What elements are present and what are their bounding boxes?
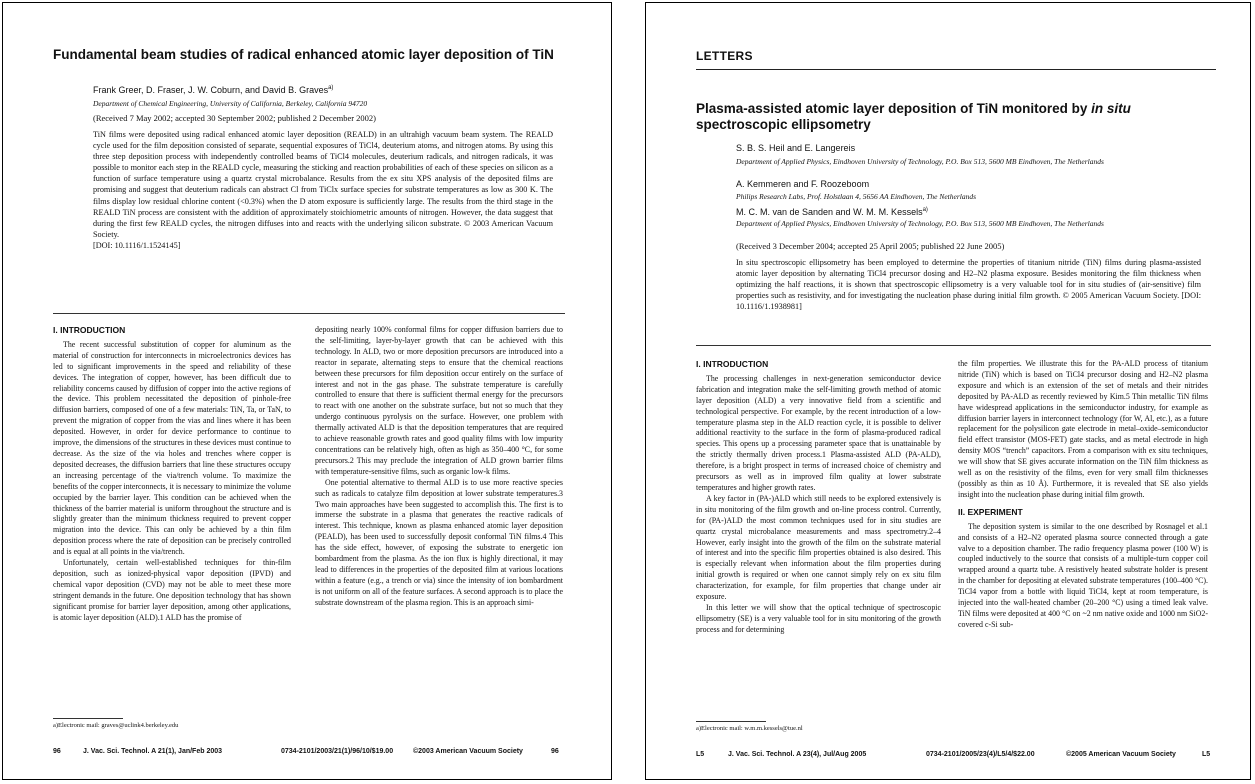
article-code: 0734-2101/2005/23(4)/L5/4/$22.00 bbox=[926, 751, 1035, 758]
header-rule bbox=[696, 69, 1216, 70]
paragraph: the film properties. We illustrate this for the PA-ALD process of titanium nitride (TiN) which is based on TiCl4 precursor dosing and H2–N2 plasma exposure and which is an extension of the set of metals and their nitrides deposited by PA-ALD as recently reviewed by Kim.5 Thin metallic TiN films have widespread applications in the semiconductor industry, for example as diffusion barrier layers in interconnect technology (for W, Al, etc.), as a future replacement for the polysilicon gate electrode in metal–oxide–semiconductor field effect transistor (MOS-FET) gate stacks, and as metal electrode in high density MOS “trench” capacitors. From a comparison with ex situ techniques, we will show that SE gives accurate information on the TiN film thickness as well as on the resistivity of the films, even for very small film thicknesses (possibly as thin as 10 Å). Furthermore, it is revealed that SE also yields insight into the nucleation phase during initial film growth. bbox=[958, 359, 1208, 499]
footnote: a)Electronic mail: w.m.m.kessels@tue.nl bbox=[696, 725, 803, 732]
page-number-right: 96 bbox=[551, 748, 559, 755]
article-code: 0734-2101/2003/21(1)/96/10/$19.00 bbox=[281, 748, 394, 755]
paragraph: The recent successful substitution of copper for aluminum as the material of construction for interconnects in microelectronics devices has led to significant improvements in the speed and reliability of these devices. The integration of copper, however, has been difficult due to reliability concerns caused by diffusion of copper into the active regions of the device. This problem necessitated the deposition of pinhole-free diffusion barriers, composed of one of a few materials: TiN, Ta, or TaN, to prevent the migration of copper from the vias and lines where it has been deposited. However, in order for device performance to continue to improve, the dimensions of the structures in these devices must continue to decrease. As the size of the via holes and trenches where copper is deposited decreases, the diffusion barriers that line these structures occupy an increasing percentage of the via/trench volume. To maximize the benefits of the copper interconnects, it is necessary to minimize the volume occupied by the barrier layer. This condition can be achieved when the thickness of the barrier material is uniform throughout the structure and is slightly greater than the minimum thickness required to prevent copper migration into the device. This can only be achieved by a thin film deposition process where the rate of deposition can be precisely controlled and is equal at all points in the via/trench. bbox=[53, 339, 291, 557]
abstract-text: In situ spectroscopic ellipsometry has been employed to determine the properties of titanium nitride (TiN) films during plasma-assisted atomic layer deposition by alternating TiCl4 precursor dosing and H2–N2 plasma exposure. Besides monitoring the film thickness when optimizing the half reactions, it is shown that spectroscopic ellipsometry is a very valuable tool for in situ studies of (air-sensitive) film properties such as resistivity, and for investigating the nucleation phase during initial film growth. © 2005 American Vacuum Society. [DOI: 10.1116/1.1938981] bbox=[736, 258, 1201, 312]
page-number: L5 bbox=[696, 751, 705, 758]
column-right bbox=[315, 325, 563, 609]
paragraph: The deposition system is similar to the one described by Rosnagel et al.1 and consists of a H2–N2 operated plasma source connected through a gate valve to a deposition chamber. The radio frequency plasma power (100 W) is coupled inductively to the source that consists of a multiple-turn copper coil wrapped around a quartz tube. A resistively heated substrate holder is present in the chamber for depositing at elevated substrate temperatures (100–400 °C). TiCl4 vapor from a bottle with liquid TiCl4, kept at room temperature, is injected into the wall-heated chamber (20–200 °C) using a timed leak valve. TiN films were deposited at 400 °C on ~2 nm native oxide and 1000 nm SiO2-covered c-Si sub- bbox=[958, 521, 1208, 629]
copyright: ©2005 American Vacuum Society bbox=[1066, 751, 1176, 758]
divider bbox=[696, 345, 1211, 346]
received-dates: (Received 3 December 2004; accepted 25 April 2005; published 22 June 2005) bbox=[736, 241, 1005, 251]
paragraph: One potential alternative to thermal ALD is to use more reactive species such as radicals to catalyze film deposition at lower substrate temperatures.3 Two main approaches have been suggested to accomplish this. The first is to immerse the substrate in a plasma that generates the reactive radicals of interest. This technique, known as plasma enhanced atomic layer deposition (PEALD), has been used to successfully deposit conformal TiN films.4 This has the side effect, however, of exposing the substrate to energetic ion bombardment from the plasma. As the ion flux is highly directional, it may lead to differences in the properties of the deposited film at various locations within a feature (e.g., a trench or via) since the intensity of ion bombardment is not uniform on all of the feature surfaces. A second approach is to place the substrate downstream of the plasma region. This is an approach simi- bbox=[315, 477, 563, 607]
paragraph: depositing nearly 100% conformal films for copper diffusion barriers due to the self-limiting, layer-by-layer growth that can be achieved with this technology. In ALD, two or more deposition precursors are introduced into a reactor in separate, alternating steps to ensure that the chemical reactions between these precursors for film deposition occur entirely on the surface of interest and not in the gas phase. The substrate temperature is carefully controlled to ensure that there is sufficient thermal energy for the precursors to react with one another on the substrate surface, but not so much that they undergo continuous pyrolysis on the surface. However, one problem with thermally activated ALD is that the deposition temperatures that are required to achieve reasonable growth rates and good quality films with low impurity concentrations can be relatively high, often as high as 350–400 °C, for some precursors.2 This may preclude the integration of ALD grown barrier films with temperature-sensitive films, such as organic low-k films. bbox=[315, 325, 563, 476]
received-dates: (Received 7 May 2002; accepted 30 September 2002; published 2 December 2002) bbox=[93, 113, 377, 123]
paper-title: Plasma-assisted atomic layer deposition of TiN monitored by in situ spectroscopic ellipsometry bbox=[696, 101, 1131, 132]
author-group-2: A. Kemmeren and F. Roozeboom bbox=[736, 179, 870, 189]
section-header: LETTERS bbox=[696, 49, 753, 63]
section-heading: I. INTRODUCTION bbox=[53, 325, 126, 335]
footnote-rule bbox=[53, 718, 123, 719]
column-right bbox=[958, 359, 1208, 631]
paragraph: Unfortunately, certain well-established techniques for thin-film deposition, such as ionized-physical vapor deposition (IPVD) and chemical vapor deposition (CVD) may not be able to meet these more stringent demands in the future. One deposition technology that has shown significant promise for barrier layer deposition, among other applications, is atomic layer deposition (ALD).1 ALD has the promise of bbox=[53, 558, 291, 622]
affiliation-1: Department of Applied Physics, Eindhoven University of Technology, P.O. Box 513, 5600 MB Eindhoven, The Netherlands bbox=[736, 157, 1104, 166]
footnote-rule bbox=[696, 721, 766, 722]
footnote: a)Electronic mail: graves@uclink4.berkeley.edu bbox=[53, 722, 179, 729]
author-group-1: S. B. S. Heil and E. Langereis bbox=[736, 143, 856, 153]
paragraph: In this letter we will show that the optical technique of spectroscopic ellipsometry (SE) is a very valuable tool for in situ monitoring of the growth process and for determining bbox=[696, 602, 941, 634]
affiliation-3: Department of Applied Physics, Eindhoven University of Technology, P.O. Box 513, 5600 MB Eindhoven, The Netherlands bbox=[736, 219, 1104, 228]
paragraph: A key factor in (PA-)ALD which still needs to be explored extensively is in situ monitoring of the film growth and on-line process control. Currently, for (PA-)ALD the most common techniques used for in situ studies are quartz crystal microbalance measurements and mass spectrometry.2–4 However, early insight into the growth of the film on the substrate material of interest and into the specific film properties obtained is also desired. This is especially relevant when information about the film properties during initial growth is required or when one cannot simply rely on ex situ film characterization, for example, for film properties that change under air exposure. bbox=[696, 493, 941, 602]
page-number: 96 bbox=[53, 748, 61, 755]
paragraph: The processing challenges in next-generation semiconductor device fabrication and integration make the self-limiting growth method of atomic layer deposition (ALD) a very innovative field from a scientific and technological perspective. For example, by the recent introduction of a low-temperature plasma step in the ALD reaction cycle, it is possible to deliver additional reactivity to the surface in the form of plasma-produced radical species. This opens up a processing parameter space that is unattainable by the strictly thermally driven process.1 Plasma-assisted ALD (PA-ALD), therefore, is a bright prospect in terms of increased choice of chemistry and precursors as well as in improved film quality at lower substrate temperatures and higher growth rates. bbox=[696, 373, 941, 492]
abstract bbox=[93, 129, 553, 251]
column-left bbox=[53, 325, 291, 623]
section-heading: I. INTRODUCTION bbox=[696, 359, 769, 369]
abstract-text: TiN films were deposited using radical enhanced atomic layer deposition (REALD) in an ultrahigh vacuum beam system. The REALD cycle used for the film deposition consisted of separate, sequential exposures of TiCl4, deuterium atoms, and nitrogen atoms. By using this three step deposition process with independently controlled beams of TiCl4 molecules, deuterium radicals, and nitrogen radicals, it was possible to monitor each step in the REALD cycle, measuring the sticking and reaction probabilities of each of these species on silicon as a function of surface temperature using a quartz crystal microbalance. Results from the ex situ XPS analysis of the deposited films are promising and suggest that deuterium radicals can abstract Cl from TiClx surface species for substrate temperatures as low as 300 K. The films display low residual chlorine content (<0.3%) when the D atom exposure is sufficiently large. The results from the third stage in the REALD TiN process are consistent with the addition of approximately stoichiometric amounts of nitrogen. However, the data suggest that during the first few REALD cycles, the nitrogen diffuses into and reacts with the underlying silicon substrate. © 2003 American Vacuum Society. bbox=[93, 130, 553, 239]
paper-title: Fundamental beam studies of radical enhanced atomic layer deposition of TiN bbox=[53, 47, 554, 62]
column-left bbox=[696, 359, 941, 636]
paper-page-left bbox=[2, 2, 612, 780]
abstract bbox=[736, 257, 1201, 312]
copyright: ©2003 American Vacuum Society bbox=[413, 748, 523, 755]
journal-citation: J. Vac. Sci. Technol. A 21(1), Jan/Feb 2003 bbox=[83, 748, 223, 755]
paper-page-right bbox=[645, 2, 1251, 780]
affiliation: Department of Chemical Engineering, University of California, Berkeley, California 94720 bbox=[93, 99, 368, 108]
author-group-3: M. C. M. van de Sanden and W. M. M. Kessels$^{a)}$ bbox=[736, 207, 928, 217]
divider bbox=[53, 313, 565, 314]
affiliation-2: Philips Research Labs, Prof. Holstlaan 4, 5656 AA Eindhoven, The Netherlands bbox=[736, 192, 976, 201]
author-list: Frank Greer, D. Fraser, J. W. Coburn, and David B. Graves$^{a)}$ bbox=[93, 85, 334, 95]
doi: [DOI: 10.1116/1.1524145] bbox=[93, 240, 181, 250]
journal-citation: J. Vac. Sci. Technol. A 23(4), Jul/Aug 2005 bbox=[728, 751, 867, 758]
section-heading: II. EXPERIMENT bbox=[958, 506, 1023, 517]
page-number-right: L5 bbox=[1202, 751, 1211, 758]
